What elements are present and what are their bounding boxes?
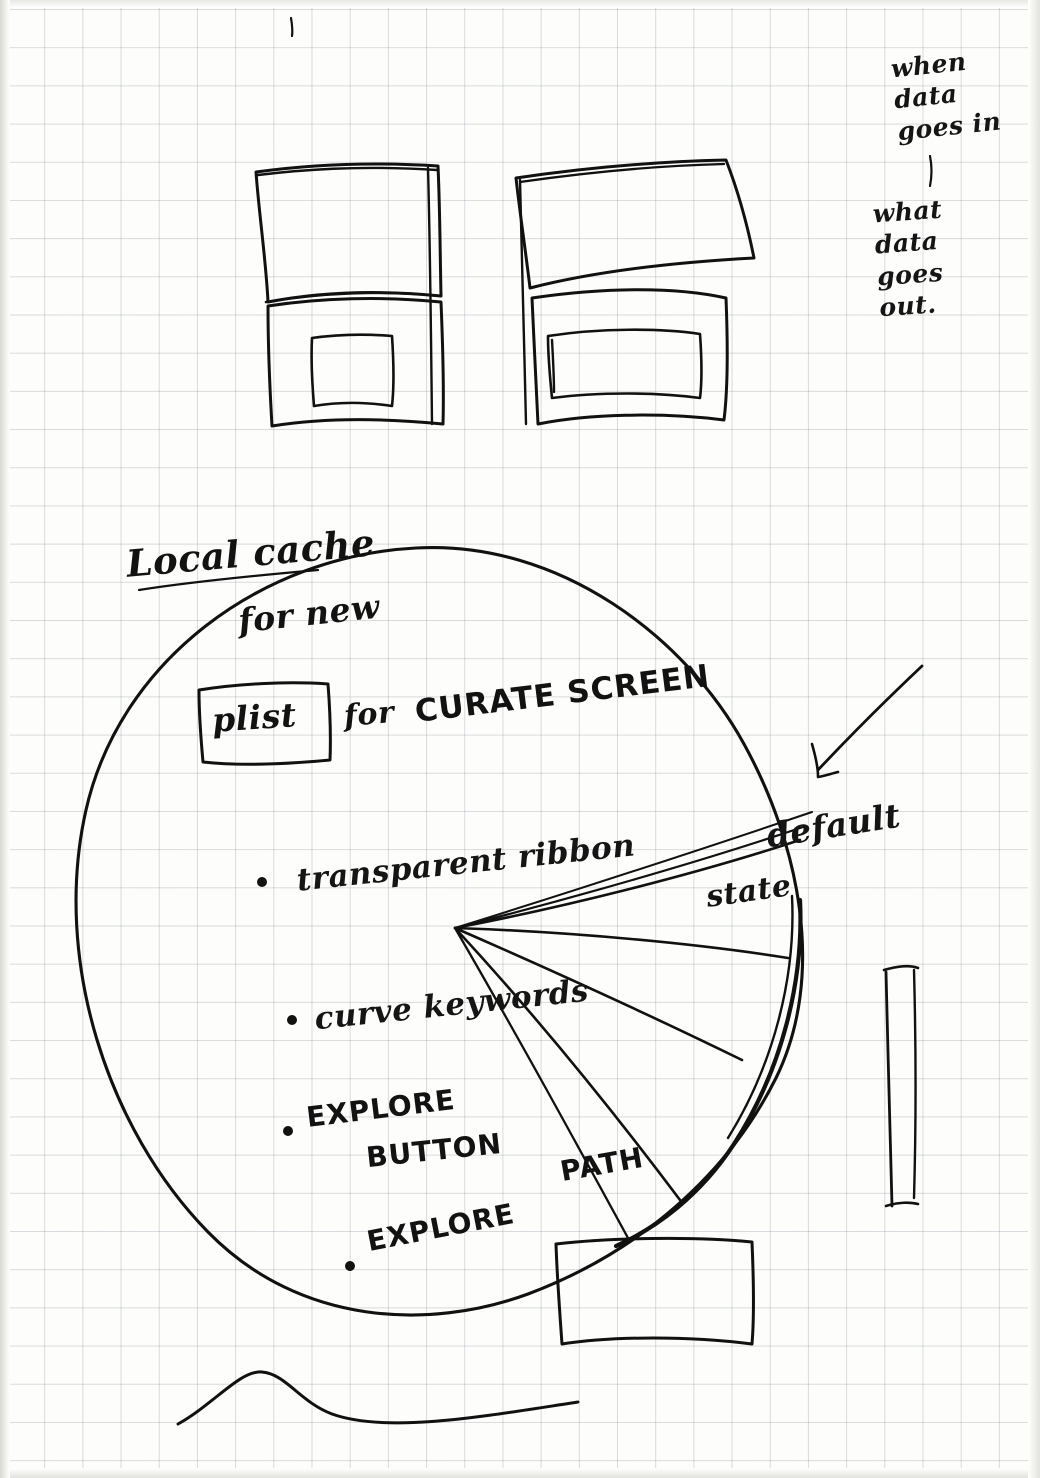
annotation-state: state <box>703 868 794 915</box>
margin-note-when-data-goes-in: when data goes in <box>889 46 1003 146</box>
margin-note-tick <box>930 156 932 186</box>
wireframe-left-panel <box>256 164 443 426</box>
bullet-label-button: BUTTON <box>364 1126 504 1175</box>
note-for-new: for new <box>236 586 382 641</box>
heading-for: for <box>342 694 396 735</box>
bullet-dot-1 <box>257 877 267 887</box>
margin-note-what-data-goes-out: what data goes out. <box>871 194 945 323</box>
bottom-wave <box>178 1372 578 1424</box>
right-bracket-shape <box>884 966 918 1206</box>
bullet-dot-3 <box>283 1126 293 1136</box>
bullet-dot-2 <box>287 1015 297 1025</box>
bullet-label-path: PATH <box>557 1140 647 1189</box>
stray-mark <box>291 18 292 36</box>
bullet-label-explore: EXPLORE <box>304 1083 458 1134</box>
bullet-dot-4 <box>345 1261 355 1271</box>
bullet-label-transparent-ribbon: transparent ribbon <box>295 827 637 899</box>
arrow-head-1 <box>812 744 818 776</box>
bullet-label-explore-2: EXPLORE <box>364 1197 518 1258</box>
wireframe-right-panel <box>516 160 754 424</box>
annotation-default: default <box>763 795 904 856</box>
bullet-label-curve-keywords: curve keywords <box>312 972 591 1038</box>
callout-box <box>556 1238 754 1344</box>
heading-curate-screen: CURATE SCREEN <box>412 658 712 730</box>
arrow-shaft <box>818 666 922 770</box>
note-local-cache: Local cache <box>124 520 377 586</box>
arrow-head-2 <box>818 772 838 777</box>
heavy-curve <box>616 900 800 1246</box>
plist-label: plist <box>210 695 298 740</box>
